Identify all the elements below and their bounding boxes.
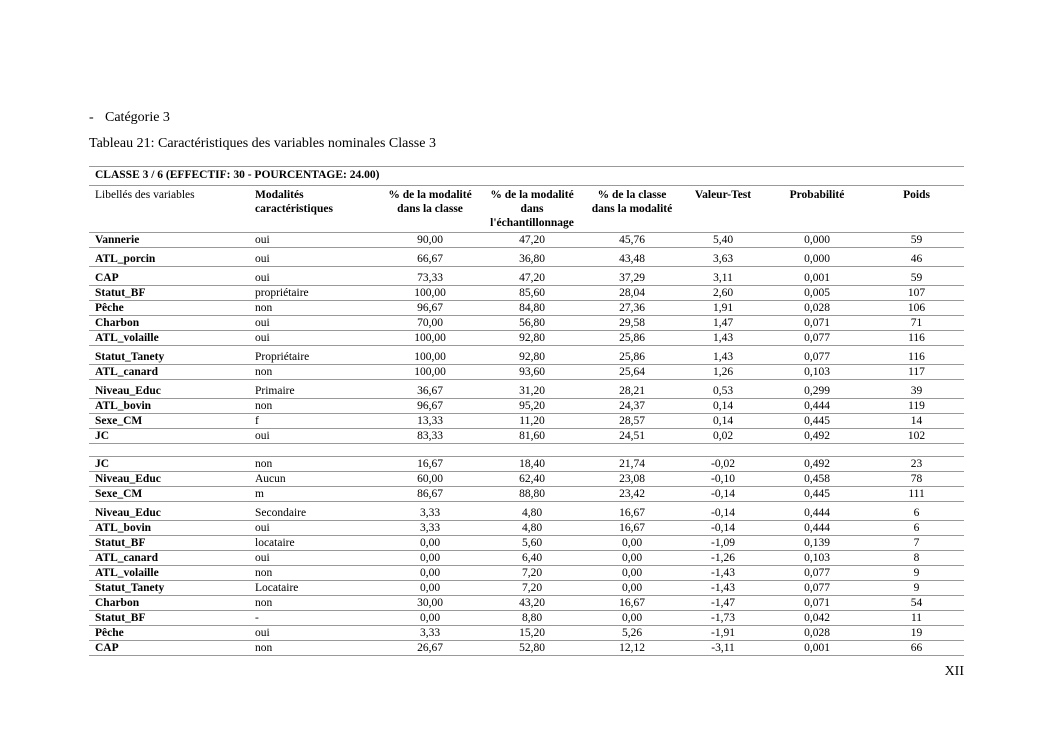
cell-poids: 14 [869, 414, 964, 429]
cell-poids: 117 [869, 365, 964, 380]
table-row [89, 487, 964, 502]
cell-modalite: non [249, 566, 379, 581]
cell-pct-modalite-classe: 96,67 [379, 399, 481, 414]
cell-probabilite: 0,492 [765, 429, 869, 444]
header-pct-modalite-echantillon: % de la modalité dans l'échantillonnage [481, 186, 583, 233]
cell-poids: 6 [869, 521, 964, 536]
cell-pct-modalite-classe: 0,00 [379, 536, 481, 551]
table-row [89, 399, 964, 414]
cell-pct-modalite-classe: 36,67 [379, 380, 481, 399]
cell-probabilite: 0,103 [765, 551, 869, 566]
cell-pct-classe-modalite: 0,00 [583, 536, 681, 551]
cell-variable: ATL_bovin [89, 521, 249, 536]
table-row [89, 626, 964, 641]
cell-probabilite: 0,103 [765, 365, 869, 380]
table-row [89, 346, 964, 365]
cell-variable: Sexe_CM [89, 487, 249, 502]
cell-modalite: Secondaire [249, 502, 379, 521]
cell-modalite: - [249, 611, 379, 626]
category-heading [89, 110, 170, 126]
cell-pct-modalite-classe: 3,33 [379, 521, 481, 536]
cell-variable: Statut_BF [89, 536, 249, 551]
cell-pct-modalite-echantillon: 43,20 [481, 596, 583, 611]
cell-pct-modalite-classe: 3,33 [379, 502, 481, 521]
cell-probabilite: 0,445 [765, 487, 869, 502]
cell-pct-modalite-echantillon: 52,80 [481, 641, 583, 656]
cell-probabilite: 0,444 [765, 502, 869, 521]
table-row [89, 457, 964, 472]
header-libelles: Libellés des variables [89, 186, 249, 233]
table-row [89, 551, 964, 566]
table-row [89, 267, 964, 286]
cell-variable: ATL_canard [89, 551, 249, 566]
cell-pct-modalite-echantillon: 85,60 [481, 286, 583, 301]
cell-valeur-test: -0,14 [681, 521, 765, 536]
cell-poids: 46 [869, 248, 964, 267]
cell-valeur-test: -0,14 [681, 502, 765, 521]
cell-pct-modalite-classe: 90,00 [379, 233, 481, 248]
cell-probabilite: 0,001 [765, 267, 869, 286]
cell-pct-modalite-classe: 100,00 [379, 331, 481, 346]
cell-pct-classe-modalite: 0,00 [583, 551, 681, 566]
cell-poids: 39 [869, 380, 964, 399]
cell-probabilite: 0,077 [765, 346, 869, 365]
cell-modalite: m [249, 487, 379, 502]
cell-pct-modalite-classe: 96,67 [379, 301, 481, 316]
table-body-positive [89, 233, 964, 444]
cell-valeur-test: -1,47 [681, 596, 765, 611]
cell-pct-modalite-classe: 100,00 [379, 365, 481, 380]
header-valeur-test: Valeur-Test [681, 186, 765, 233]
cell-pct-classe-modalite: 0,00 [583, 566, 681, 581]
cell-valeur-test: 0,02 [681, 429, 765, 444]
cell-poids: 106 [869, 301, 964, 316]
cell-pct-classe-modalite: 0,00 [583, 611, 681, 626]
cell-variable: CAP [89, 267, 249, 286]
table-row [89, 521, 964, 536]
table-title: CLASSE 3 / 6 (EFFECTIF: 30 - POURCENTAGE: 24.00) [89, 167, 964, 186]
cell-pct-modalite-echantillon: 5,60 [481, 536, 583, 551]
cell-probabilite: 0,071 [765, 316, 869, 331]
cell-pct-classe-modalite: 24,51 [583, 429, 681, 444]
cell-variable: Statut_BF [89, 611, 249, 626]
cell-modalite: Locataire [249, 581, 379, 596]
cell-valeur-test: 1,43 [681, 331, 765, 346]
cell-probabilite: 0,445 [765, 414, 869, 429]
cell-probabilite: 0,005 [765, 286, 869, 301]
table-row [89, 365, 964, 380]
cell-probabilite: 0,458 [765, 472, 869, 487]
cell-poids: 8 [869, 551, 964, 566]
cell-valeur-test: -0,02 [681, 457, 765, 472]
cell-poids: 59 [869, 267, 964, 286]
cell-variable: ATL_porcin [89, 248, 249, 267]
cell-variable: Pêche [89, 626, 249, 641]
cell-valeur-test: 1,43 [681, 346, 765, 365]
page-number: XII [944, 664, 964, 679]
cell-modalite: non [249, 641, 379, 656]
cell-modalite: propriétaire [249, 286, 379, 301]
cell-pct-modalite-classe: 0,00 [379, 611, 481, 626]
cell-pct-modalite-echantillon: 92,80 [481, 331, 583, 346]
cell-modalite: non [249, 301, 379, 316]
cell-modalite: oui [249, 551, 379, 566]
cell-variable: Sexe_CM [89, 414, 249, 429]
cell-pct-classe-modalite: 23,42 [583, 487, 681, 502]
cell-variable: JC [89, 457, 249, 472]
cell-pct-modalite-classe: 16,67 [379, 457, 481, 472]
cell-modalite: oui [249, 626, 379, 641]
cell-pct-modalite-classe: 0,00 [379, 566, 481, 581]
table-body-negative [89, 457, 964, 656]
cell-valeur-test: 0,14 [681, 414, 765, 429]
cell-pct-modalite-classe: 0,00 [379, 581, 481, 596]
cell-pct-classe-modalite: 45,76 [583, 233, 681, 248]
cell-variable: Niveau_Educ [89, 380, 249, 399]
cell-valeur-test: -1,26 [681, 551, 765, 566]
cell-probabilite: 0,444 [765, 399, 869, 414]
bullet-dash: - [89, 110, 94, 125]
cell-modalite: Aucun [249, 472, 379, 487]
cell-variable: Statut_BF [89, 286, 249, 301]
cell-pct-modalite-echantillon: 18,40 [481, 457, 583, 472]
cell-pct-modalite-classe: 30,00 [379, 596, 481, 611]
cell-probabilite: 0,028 [765, 301, 869, 316]
cell-valeur-test: 5,40 [681, 233, 765, 248]
cell-poids: 116 [869, 331, 964, 346]
cell-pct-modalite-classe: 60,00 [379, 472, 481, 487]
cell-pct-modalite-classe: 100,00 [379, 346, 481, 365]
cell-modalite: oui [249, 248, 379, 267]
cell-valeur-test: -0,10 [681, 472, 765, 487]
cell-pct-modalite-echantillon: 4,80 [481, 502, 583, 521]
cell-pct-modalite-classe: 100,00 [379, 286, 481, 301]
cell-modalite: Primaire [249, 380, 379, 399]
cell-pct-classe-modalite: 16,67 [583, 596, 681, 611]
cell-pct-classe-modalite: 23,08 [583, 472, 681, 487]
cell-pct-classe-modalite: 16,67 [583, 521, 681, 536]
cell-poids: 9 [869, 581, 964, 596]
cell-pct-classe-modalite: 27,36 [583, 301, 681, 316]
cell-valeur-test: -3,11 [681, 641, 765, 656]
cell-valeur-test: 1,47 [681, 316, 765, 331]
cell-variable: Charbon [89, 596, 249, 611]
table-row [89, 331, 964, 346]
cell-poids: 116 [869, 346, 964, 365]
cell-variable: Niveau_Educ [89, 472, 249, 487]
cell-variable: ATL_volaille [89, 331, 249, 346]
cell-poids: 54 [869, 596, 964, 611]
cell-probabilite: 0,077 [765, 566, 869, 581]
cell-modalite: non [249, 457, 379, 472]
cell-pct-modalite-echantillon: 7,20 [481, 566, 583, 581]
cell-modalite: oui [249, 267, 379, 286]
cell-probabilite: 0,139 [765, 536, 869, 551]
cell-modalite: non [249, 365, 379, 380]
header-pct-modalite-classe: % de la modalité dans la classe [379, 186, 481, 233]
table-caption: Tableau 21: Caractéristiques des variables nominales Classe 3 [89, 136, 436, 151]
cell-pct-modalite-classe: 73,33 [379, 267, 481, 286]
cell-pct-classe-modalite: 24,37 [583, 399, 681, 414]
table-row [89, 566, 964, 581]
table-row [89, 286, 964, 301]
cell-pct-classe-modalite: 21,74 [583, 457, 681, 472]
cell-poids: 111 [869, 487, 964, 502]
table-row [89, 611, 964, 626]
cell-probabilite: 0,000 [765, 248, 869, 267]
cell-modalite: Propriétaire [249, 346, 379, 365]
category-label: Catégorie 3 [105, 110, 170, 125]
table-row [89, 301, 964, 316]
cell-valeur-test: 1,91 [681, 301, 765, 316]
cell-variable: JC [89, 429, 249, 444]
cell-poids: 66 [869, 641, 964, 656]
cell-pct-modalite-classe: 3,33 [379, 626, 481, 641]
characteristics-table [89, 166, 964, 656]
cell-pct-modalite-echantillon: 56,80 [481, 316, 583, 331]
cell-valeur-test: 0,53 [681, 380, 765, 399]
cell-poids: 59 [869, 233, 964, 248]
cell-probabilite: 0,077 [765, 581, 869, 596]
table-row [89, 248, 964, 267]
header-pct-classe-modalite: % de la classe dans la modalité [583, 186, 681, 233]
cell-pct-modalite-classe: 83,33 [379, 429, 481, 444]
cell-pct-classe-modalite: 5,26 [583, 626, 681, 641]
cell-pct-classe-modalite: 25,86 [583, 331, 681, 346]
cell-variable: Pêche [89, 301, 249, 316]
cell-poids: 119 [869, 399, 964, 414]
cell-modalite: non [249, 596, 379, 611]
cell-pct-modalite-echantillon: 47,20 [481, 233, 583, 248]
table-row [89, 233, 964, 248]
cell-poids: 11 [869, 611, 964, 626]
cell-pct-classe-modalite: 37,29 [583, 267, 681, 286]
cell-pct-modalite-echantillon: 4,80 [481, 521, 583, 536]
table-row [89, 316, 964, 331]
cell-variable: ATL_bovin [89, 399, 249, 414]
cell-modalite: oui [249, 521, 379, 536]
cell-probabilite: 0,000 [765, 233, 869, 248]
table-row [89, 502, 964, 521]
cell-modalite: non [249, 399, 379, 414]
cell-valeur-test: 1,26 [681, 365, 765, 380]
cell-modalite: locataire [249, 536, 379, 551]
cell-probabilite: 0,001 [765, 641, 869, 656]
cell-poids: 102 [869, 429, 964, 444]
cell-variable: Statut_Tanety [89, 581, 249, 596]
cell-valeur-test: 3,11 [681, 267, 765, 286]
cell-pct-modalite-echantillon: 88,80 [481, 487, 583, 502]
cell-variable: CAP [89, 641, 249, 656]
cell-pct-modalite-echantillon: 95,20 [481, 399, 583, 414]
cell-valeur-test: 2,60 [681, 286, 765, 301]
cell-pct-classe-modalite: 28,57 [583, 414, 681, 429]
cell-pct-classe-modalite: 16,67 [583, 502, 681, 521]
table-row [89, 414, 964, 429]
cell-pct-modalite-classe: 86,67 [379, 487, 481, 502]
cell-pct-modalite-echantillon: 84,80 [481, 301, 583, 316]
cell-pct-modalite-echantillon: 15,20 [481, 626, 583, 641]
cell-poids: 78 [869, 472, 964, 487]
spacer-row [89, 444, 964, 457]
cell-probabilite: 0,071 [765, 596, 869, 611]
table-row [89, 536, 964, 551]
cell-pct-classe-modalite: 43,48 [583, 248, 681, 267]
cell-variable: Charbon [89, 316, 249, 331]
cell-valeur-test: 0,14 [681, 399, 765, 414]
cell-pct-classe-modalite: 0,00 [583, 581, 681, 596]
cell-pct-classe-modalite: 25,64 [583, 365, 681, 380]
cell-probabilite: 0,444 [765, 521, 869, 536]
cell-pct-classe-modalite: 28,04 [583, 286, 681, 301]
cell-pct-modalite-echantillon: 36,80 [481, 248, 583, 267]
cell-valeur-test: -1,91 [681, 626, 765, 641]
cell-pct-classe-modalite: 28,21 [583, 380, 681, 399]
cell-pct-modalite-classe: 26,67 [379, 641, 481, 656]
cell-probabilite: 0,028 [765, 626, 869, 641]
cell-valeur-test: -1,43 [681, 566, 765, 581]
cell-poids: 6 [869, 502, 964, 521]
cell-pct-modalite-echantillon: 6,40 [481, 551, 583, 566]
cell-poids: 23 [869, 457, 964, 472]
cell-variable: Niveau_Educ [89, 502, 249, 521]
cell-valeur-test: -1,09 [681, 536, 765, 551]
header-poids: Poids [869, 186, 964, 233]
table-row [89, 596, 964, 611]
cell-poids: 19 [869, 626, 964, 641]
cell-pct-modalite-echantillon: 11,20 [481, 414, 583, 429]
cell-pct-classe-modalite: 12,12 [583, 641, 681, 656]
table-row [89, 641, 964, 656]
cell-pct-modalite-classe: 0,00 [379, 551, 481, 566]
cell-probabilite: 0,492 [765, 457, 869, 472]
cell-pct-classe-modalite: 29,58 [583, 316, 681, 331]
cell-valeur-test: 3,63 [681, 248, 765, 267]
cell-poids: 107 [869, 286, 964, 301]
cell-modalite: oui [249, 233, 379, 248]
cell-valeur-test: -1,73 [681, 611, 765, 626]
cell-pct-modalite-echantillon: 92,80 [481, 346, 583, 365]
cell-modalite: f [249, 414, 379, 429]
cell-poids: 7 [869, 536, 964, 551]
cell-valeur-test: -0,14 [681, 487, 765, 502]
table-row [89, 581, 964, 596]
cell-variable: Vannerie [89, 233, 249, 248]
cell-probabilite: 0,077 [765, 331, 869, 346]
cell-variable: Statut_Tanety [89, 346, 249, 365]
cell-pct-modalite-echantillon: 31,20 [481, 380, 583, 399]
cell-pct-modalite-echantillon: 8,80 [481, 611, 583, 626]
cell-pct-modalite-echantillon: 93,60 [481, 365, 583, 380]
cell-variable: ATL_canard [89, 365, 249, 380]
cell-valeur-test: -1,43 [681, 581, 765, 596]
cell-pct-modalite-classe: 66,67 [379, 248, 481, 267]
cell-probabilite: 0,042 [765, 611, 869, 626]
cell-pct-modalite-echantillon: 81,60 [481, 429, 583, 444]
table-row [89, 429, 964, 444]
table-header-row [89, 186, 964, 233]
cell-modalite: oui [249, 429, 379, 444]
cell-probabilite: 0,299 [765, 380, 869, 399]
cell-pct-classe-modalite: 25,86 [583, 346, 681, 365]
table-container [89, 166, 964, 656]
cell-modalite: oui [249, 331, 379, 346]
cell-variable: ATL_volaille [89, 566, 249, 581]
table-row [89, 472, 964, 487]
cell-poids: 71 [869, 316, 964, 331]
header-modalites: Modalités caractéristiques [249, 186, 379, 233]
cell-poids: 9 [869, 566, 964, 581]
cell-pct-modalite-echantillon: 7,20 [481, 581, 583, 596]
table-row [89, 380, 964, 399]
header-probabilite: Probabilité [765, 186, 869, 233]
cell-pct-modalite-classe: 13,33 [379, 414, 481, 429]
cell-pct-modalite-echantillon: 47,20 [481, 267, 583, 286]
table-title-row [89, 167, 964, 186]
cell-pct-modalite-classe: 70,00 [379, 316, 481, 331]
table-group-separator [89, 444, 964, 457]
cell-pct-modalite-echantillon: 62,40 [481, 472, 583, 487]
cell-modalite: oui [249, 316, 379, 331]
